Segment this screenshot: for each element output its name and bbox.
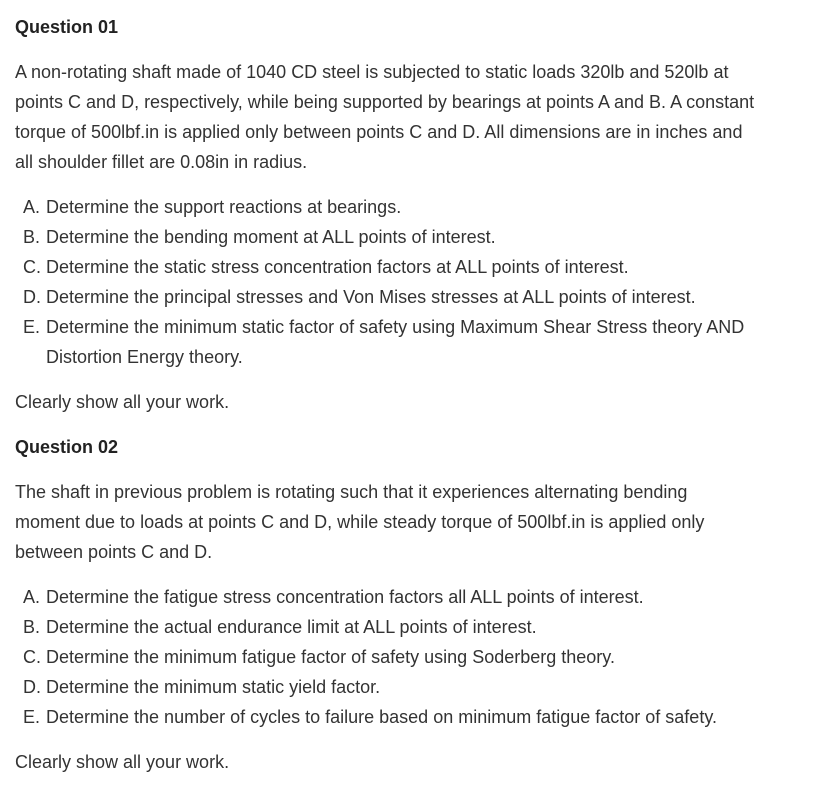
list-item-text: Determine the fatigue stress concentration factors all ALL points of interest. <box>46 587 644 607</box>
list-marker: B. <box>23 617 41 637</box>
list-item <box>23 582 828 612</box>
list-marker: A. <box>23 587 41 607</box>
question-01-paragraph <box>15 57 828 177</box>
list-item <box>23 312 828 372</box>
list-marker: C. <box>23 647 41 667</box>
list-marker: D. <box>23 287 41 307</box>
list-marker: E. <box>23 317 41 337</box>
question-01-title: Question 01 <box>15 17 119 37</box>
list-item <box>23 702 828 732</box>
list-item-text: Determine the support reactions at bearings. <box>46 197 402 217</box>
list-marker: B. <box>23 227 41 247</box>
question-02-section <box>15 432 828 777</box>
list-marker: A. <box>23 197 41 217</box>
paragraph-line: between points C and D. <box>15 542 213 562</box>
list-item-text: Determine the number of cycles to failure based on minimum fatigue factor of safety. <box>46 707 717 727</box>
list-item-text: Determine the principal stresses and Von Mises stresses at ALL points of interest. <box>46 287 696 307</box>
list-item-text: Determine the actual endurance limit at ALL points of interest. <box>46 617 537 637</box>
list-item <box>23 252 828 282</box>
question-02-paragraph <box>15 477 828 567</box>
list-item-text: Determine the bending moment at ALL points of interest. <box>46 227 496 247</box>
paragraph-line: A non-rotating shaft made of 1040 CD steel is subjected to static loads 320lb and 520lb at <box>15 62 729 82</box>
list-item <box>23 282 828 312</box>
list-item <box>23 192 828 222</box>
list-item-text: Distortion Energy theory. <box>46 347 243 367</box>
paragraph-line: The shaft in previous problem is rotating such that it experiences alternating bending <box>15 482 688 502</box>
list-item-text: Determine the minimum static yield factor. <box>46 677 381 697</box>
question-02-closing: Clearly show all your work. <box>15 752 230 772</box>
paragraph-line: moment due to loads at points C and D, while steady torque of 500lbf.in is applied only <box>15 512 705 532</box>
question-01-closing: Clearly show all your work. <box>15 392 230 412</box>
paragraph-line: points C and D, respectively, while being supported by bearings at points A and B. A constant <box>15 92 755 112</box>
question-01-list <box>15 192 828 372</box>
list-item-text: Determine the minimum static factor of safety using Maximum Shear Stress theory AND <box>46 317 745 337</box>
list-item <box>23 642 828 672</box>
list-marker: D. <box>23 677 41 697</box>
list-item-text: Determine the minimum fatigue factor of safety using Soderberg theory. <box>46 647 615 667</box>
question-02-list <box>15 582 828 732</box>
list-marker: E. <box>23 707 41 727</box>
paragraph-line: torque of 500lbf.in is applied only between points C and D. All dimensions are in inches and <box>15 122 743 142</box>
list-item <box>23 222 828 252</box>
list-item <box>23 672 828 702</box>
list-item <box>23 612 828 642</box>
question-01-section <box>15 12 828 417</box>
question-02-title: Question 02 <box>15 437 119 457</box>
paragraph-line: all shoulder fillet are 0.08in in radius. <box>15 152 308 172</box>
list-item-text: Determine the static stress concentration factors at ALL points of interest. <box>46 257 629 277</box>
list-marker: C. <box>23 257 41 277</box>
